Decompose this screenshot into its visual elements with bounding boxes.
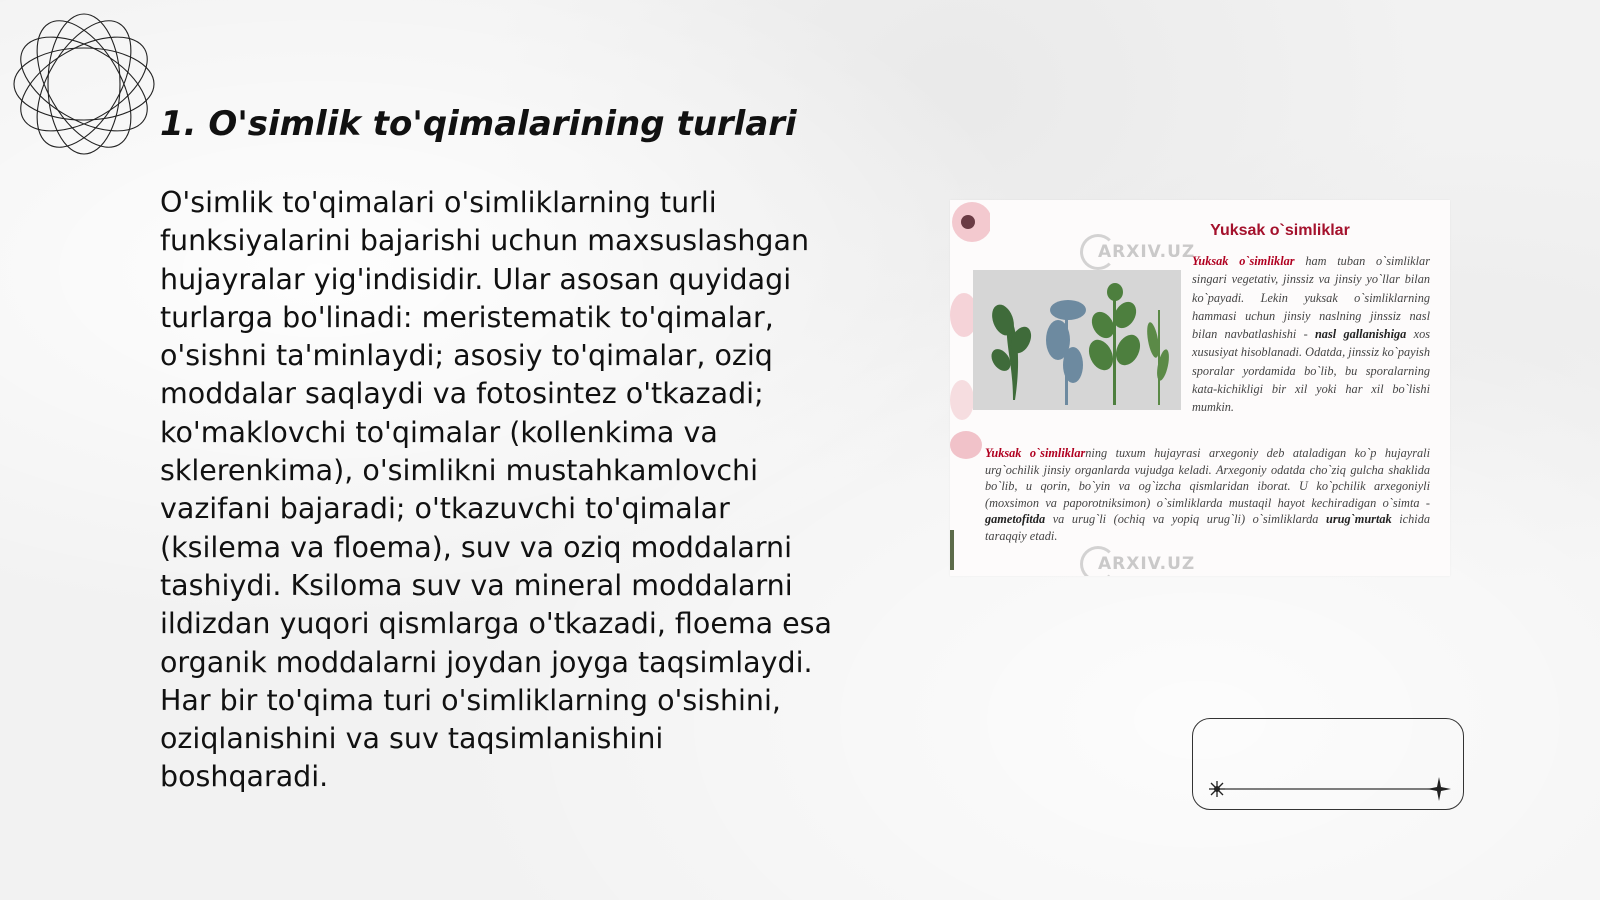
orbit-circles-icon: [10, 10, 158, 158]
watermark: ARXIV.UZ: [1080, 546, 1195, 576]
watermark: ARXIV.UZ: [1080, 234, 1195, 270]
book-paragraph-1: Yuksak o`simliklar ham tuban o`simliklar singari vegetativ, jinssiz va jinsiy yo`llar bilan ko`payadi. Lekin yuksak o`simliklarning hammasi uchun jinsiy naslning jinssiz nasl bilan navbatlashishi - nasl gallanishiga xos xususiyat hisoblanadi. Odatda, jinssiz ko`payish sporalar yordamida bo`lib, bu sporalarning kata-kichikligi bir xil yoki har xil bo`lishi mumkin.: [1192, 254, 1431, 415]
slide-title: 1. O'simlik to'qimalarining turlari: [160, 104, 797, 144]
sparkle-icon: [1427, 777, 1451, 801]
plant-photo: [973, 270, 1181, 410]
book-paragraph-2: Yuksak o`simliklarning tuxum hujayrasi arxegoniy deb ataladigan ko`p hujayrali urg`ochilik jinsiy organlarda vujudga keladi. Arxegoniy odatda cho`ziq gulcha shaklida bo`lib, u qorin, bo`yin va og`izcha qismlaridan iborat. U ko`pchilik arxegoniyli (moxsimon va paporotniksimon) o`simliklarda mustaqil hayot kechiradigan o`simta - gametofitda va urug`li (ochiq va yopiq urug`li) o`simliklarda urug`murtak ichida taraqqiy etadi.: [985, 446, 1431, 543]
book-heading: Yuksak o`simliklar: [1210, 222, 1350, 239]
textbook-page-image: [950, 200, 1450, 576]
starburst-icon: [1193, 719, 1465, 811]
decorative-frame: [1192, 718, 1464, 810]
slide-body-text: O'simlik to'qimalari o'simliklarning turli funksiyalarini bajarishi uchun maxsuslashgan hujayralar yig'indisidir. Ular asosan quyidagi turlarga bo'linadi: meristematik to'qimalar, o'sishni ta'minlaydi; asosiy to'qimalar, oziq moddalar saqlaydi va fotosintez o'tkazadi; ko'maklovchi to'qimalar (kollenkima va sklerenkima), o'simlikni mustahkamlovchi vazifani bajaradi; o'tkazuvchi to'qimalar (ksilema va floema), suv va oziq moddalarni tashiydi. Ksiloma suv va mineral moddalarni ildizdan yuqori qismlarga o'tkazadi, floema esa organik moddalarni joydan joyga taqsimlaydi. Har bir to'qima turi o'simliklarning o'sishini, oziqlanishini va suv taqsimlanishini boshqaradi.: [160, 186, 832, 794]
